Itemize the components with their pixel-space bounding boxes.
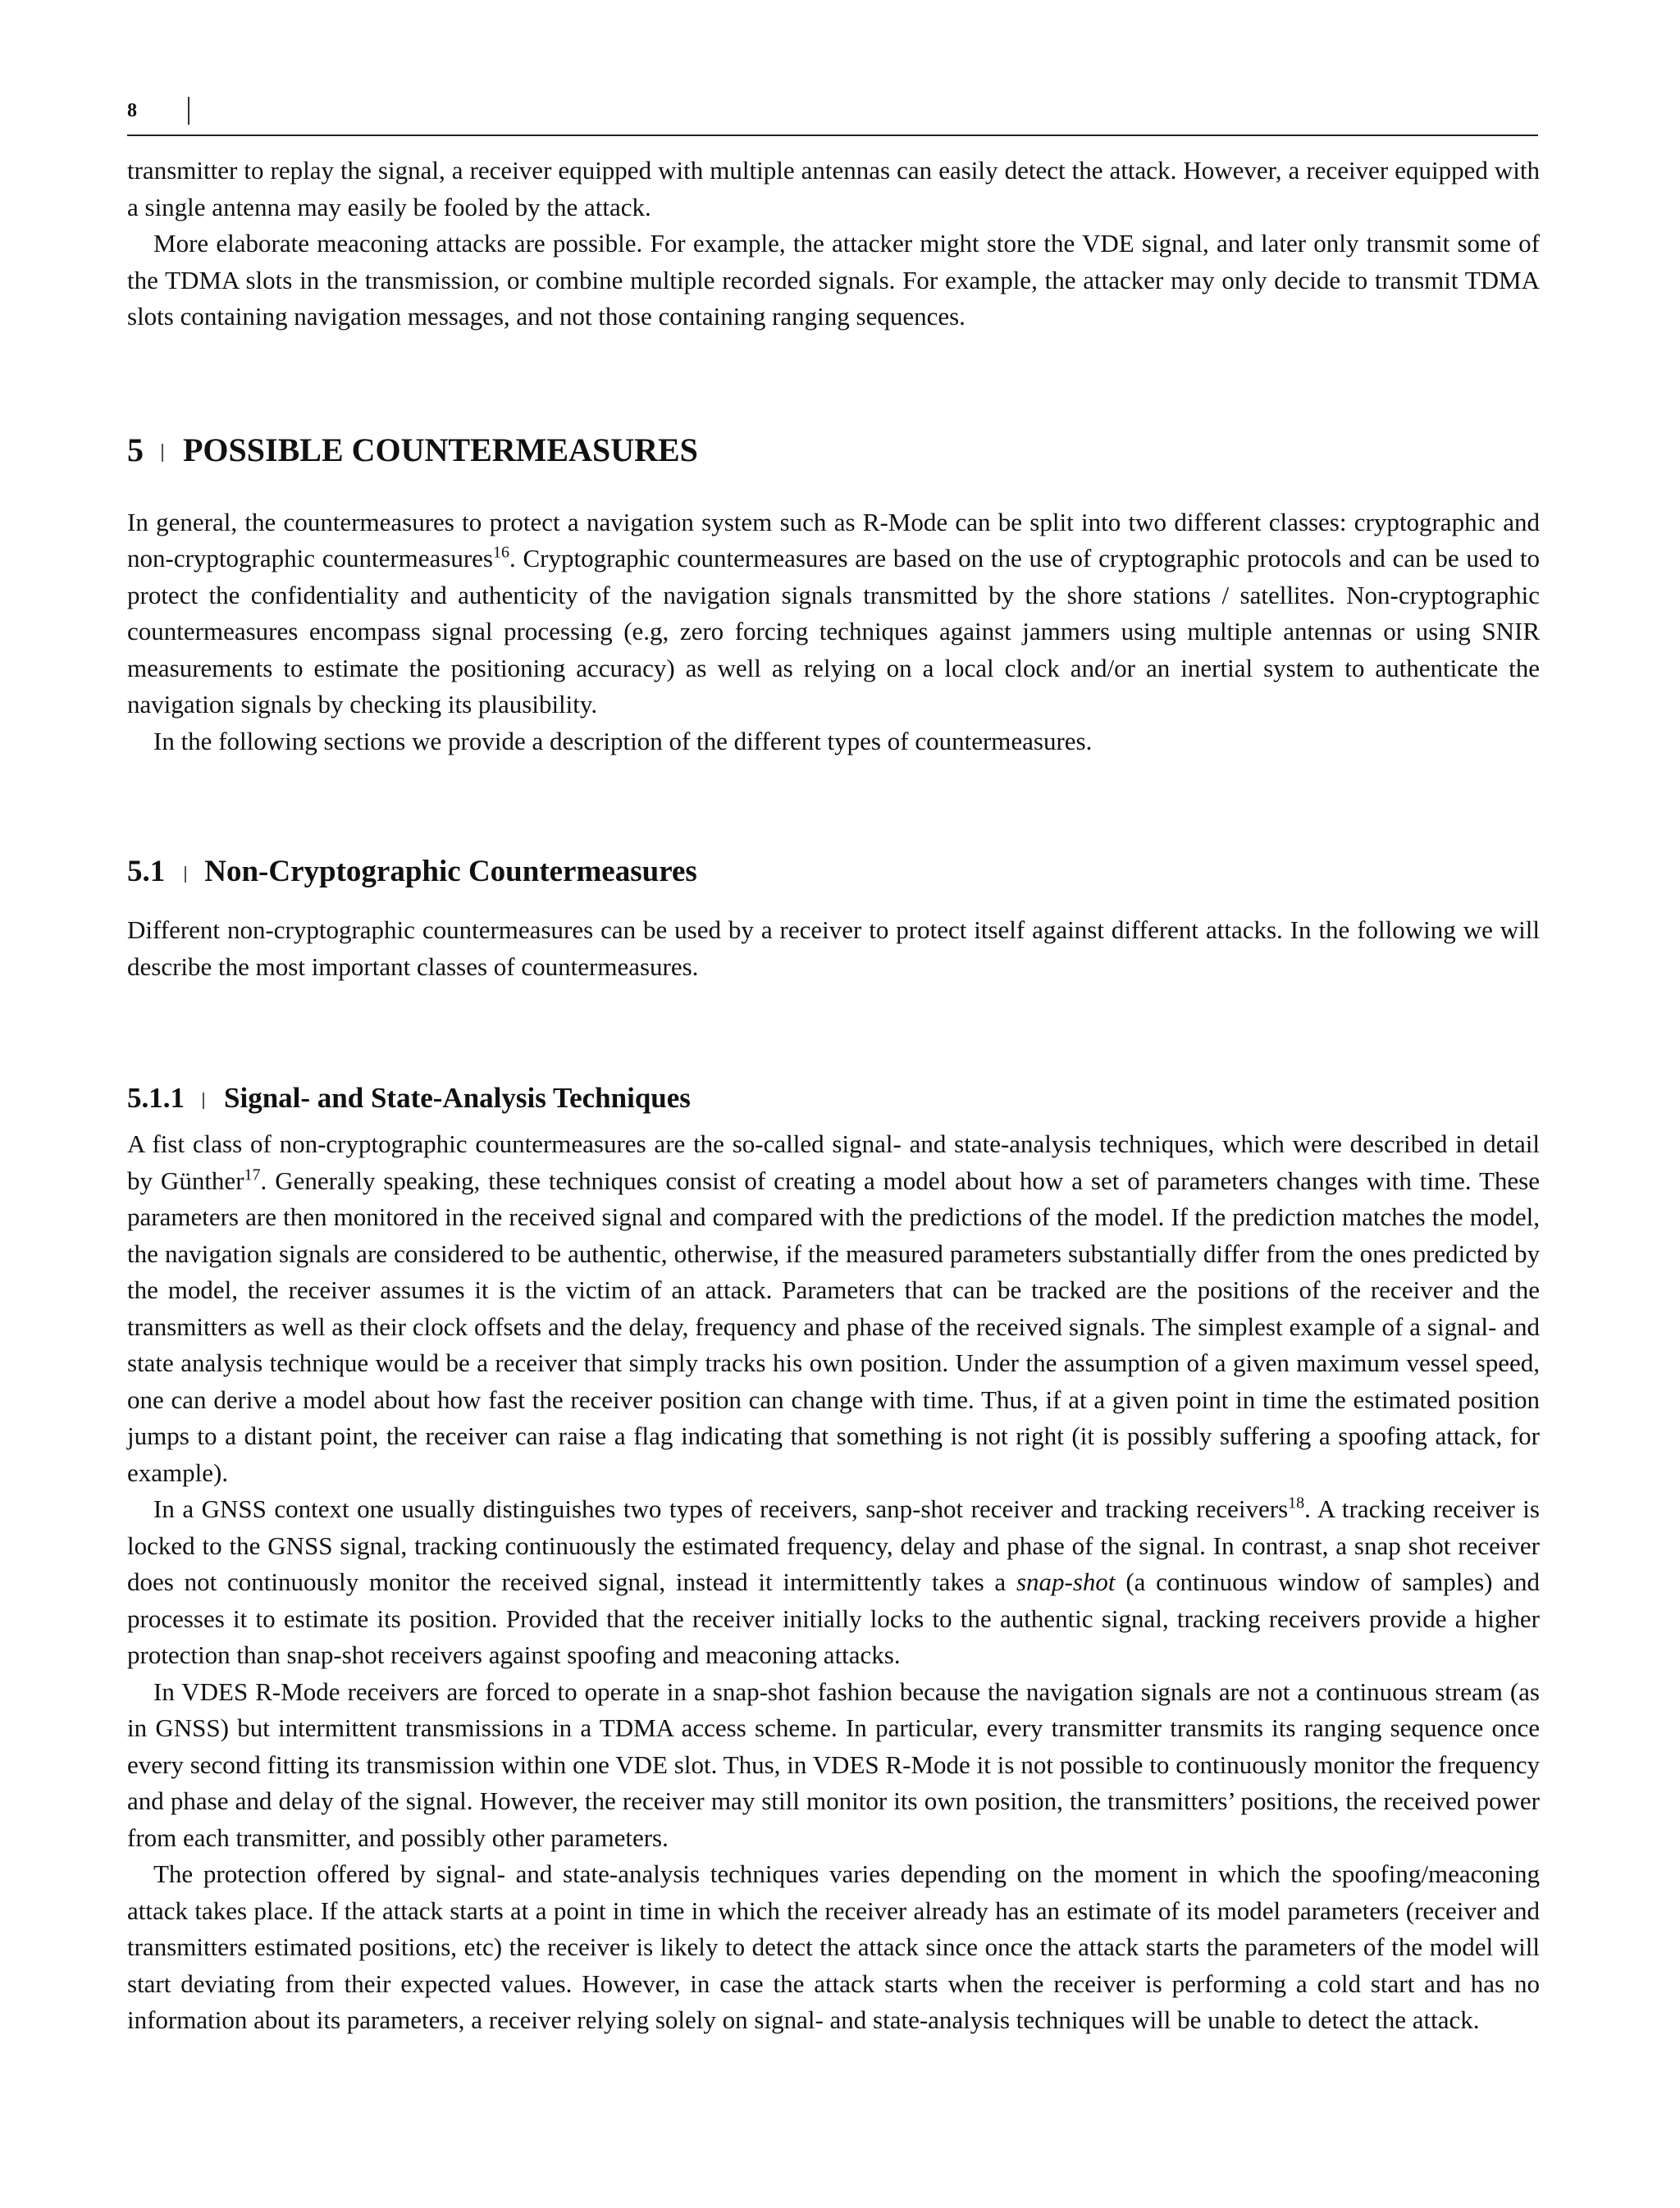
- section-5-1-paragraph-1: Different non-cryptographic countermeasures can be used by a receiver to protect itself against different attacks. In the following we will describe the most important classes of countermeasures.: [127, 915, 1540, 981]
- emphasis-snap-shot: snap-shot: [1016, 1567, 1116, 1596]
- page-header: [127, 97, 1538, 136]
- section-5-heading: [127, 429, 1540, 472]
- section-5-title: POSSIBLE COUNTERMEASURES: [183, 431, 698, 468]
- text-run: (a continuous window of samples) and processes it to estimate its position. Provided that the receiver initially locks to the authentic signal, tracking receivers provide a higher protection than snap-shot receivers against spoofing and meaconing attacks.: [127, 1567, 1541, 1669]
- intro-paragraph-2: More elaborate meaconing attacks are possible. For example, the attacker might store the VDE signal, and later only transmit some of the TDMA slots in the transmission, or combine multiple recorded signals. For example, the attacker may only decide to transmit TDMA slots containing navigation messages, and not those containing ranging sequences.: [127, 229, 1540, 331]
- heading-separator: [185, 866, 186, 883]
- section-5-1-1-heading: [127, 1079, 1540, 1118]
- section-5-1-1-title: Signal- and State-Analysis Techniques: [224, 1082, 691, 1114]
- heading-separator: [162, 444, 163, 462]
- section-5-1-1-paragraph-1: [127, 1126, 1540, 1491]
- section-5-paragraph-2: In the following sections we provide a description of the different types of countermeasures.: [153, 726, 1093, 755]
- page-body: [127, 153, 1540, 2039]
- heading-separator: [203, 1093, 204, 1109]
- section-5-1-1-number: 5.1.1: [127, 1082, 185, 1114]
- text-run: . Cryptographic countermeasures are based on the use of cryptographic protocols and can be used to protect the confidentiality and authenticity of the navigation signals transmitted by the shore stations / satellites. Non-cryptographic countermeasures encompass signal processing (e.g, zero forcing techniques against jammers using multiple antennas or using SNIR measurements to estimate the positioning accuracy) as well as relying on a local clock and/or an inertial system to authenticate the navigation signals by checking its plausibility.: [127, 544, 1540, 719]
- section-5-number: 5: [127, 431, 144, 468]
- section-5-1-1-paragraph-2: [127, 1491, 1540, 1674]
- header-separator: [188, 97, 189, 125]
- text-run: . Generally speaking, these techniques consist of creating a model about how a set of parameters changes with time. These parameters are then monitored in the received signal and compared with the predictions of the model. If the prediction matches the model, the navigation signals are considered to be authentic, otherwise, if the measured parameters substantially differ from the ones predicted by the model, the receiver assumes it is the victim of an attack. Parameters that can be tracked are the positions of the receiver and the transmitters as well as their clock offsets and the delay, frequency and phase of the received signals. The simplest example of a signal- and state analysis technique would be a receiver that simply tracks his own position. Under the assumption of a given maximum vessel speed, one can derive a model about how fast the receiver position can change with time. Thus, if at a given point in time the estimated position jumps to a distant point, the receiver can raise a flag indicating that something is not right (it is possibly suffering a spoofing attack, for example).: [127, 1166, 1540, 1487]
- section-5-1-number: 5.1: [127, 855, 166, 888]
- citation-17: 17: [244, 1166, 261, 1184]
- citation-16: 16: [493, 543, 509, 562]
- citation-18: 18: [1288, 1494, 1305, 1512]
- section-5-1-1-paragraph-3: In VDES R-Mode receivers are forced to operate in a snap-shot fashion because the navigation signals are not a continuous stream (as in GNSS) but intermittent transmissions in a TDMA access scheme. In particular, every transmitter transmits its ranging sequence once every second fitting its transmission within one VDE slot. Thus, in VDES R-Mode it is not possible to continuously monitor the frequency and phase and delay of the signal. However, the receiver may still monitor its own position, the transmitters’ positions, the received power from each transmitter, and possibly other parameters.: [127, 1677, 1540, 1852]
- text-run: In a GNSS context one usually distinguishes two types of receivers, sanp-shot receiver and tracking receivers: [153, 1494, 1289, 1523]
- text-run: . A tracking receiver is locked to the GNSS signal, tracking continuously the estimated frequency, delay and phase of the signal. In contrast, a snap shot receiver does not continuously monitor the received signal, instead it intermittently takes a: [127, 1494, 1540, 1596]
- section-5-1-heading: [127, 851, 1540, 892]
- page-number: 8: [127, 100, 137, 121]
- section-5-1-1-paragraph-4: The protection offered by signal- and state-analysis techniques varies depending on the moment in which the spoofing/meaconing attack takes place. If the attack starts at a point in time in which the receiver already has an estimate of its model parameters (receiver and transmitters estimated positions, etc) the receiver is likely to detect the attack since once the attack starts the parameters of the model will start deviating from their expected values. However, in case the attack starts when the receiver is performing a cold start and has no information about its parameters, a receiver relying solely on signal- and state-analysis techniques will be unable to detect the attack.: [127, 1859, 1540, 2034]
- text-run: In general, the countermeasures to protect a navigation system such as R-Mode can be split into two different classes: cryptographic and non-cryptographic countermeasures: [127, 507, 1540, 573]
- section-5-1-title: Non-Cryptographic Countermeasures: [204, 855, 697, 888]
- text-run: A fist class of non-cryptographic countermeasures are the so-called signal- and state-analysis techniques, which were described in detail by Günther: [127, 1129, 1540, 1195]
- section-5-paragraph-1: [127, 504, 1540, 723]
- intro-paragraph-1: transmitter to replay the signal, a receiver equipped with multiple antennas can easily detect the attack. However, a receiver equipped with a single antenna may easily be fooled by the attack.: [127, 156, 1540, 221]
